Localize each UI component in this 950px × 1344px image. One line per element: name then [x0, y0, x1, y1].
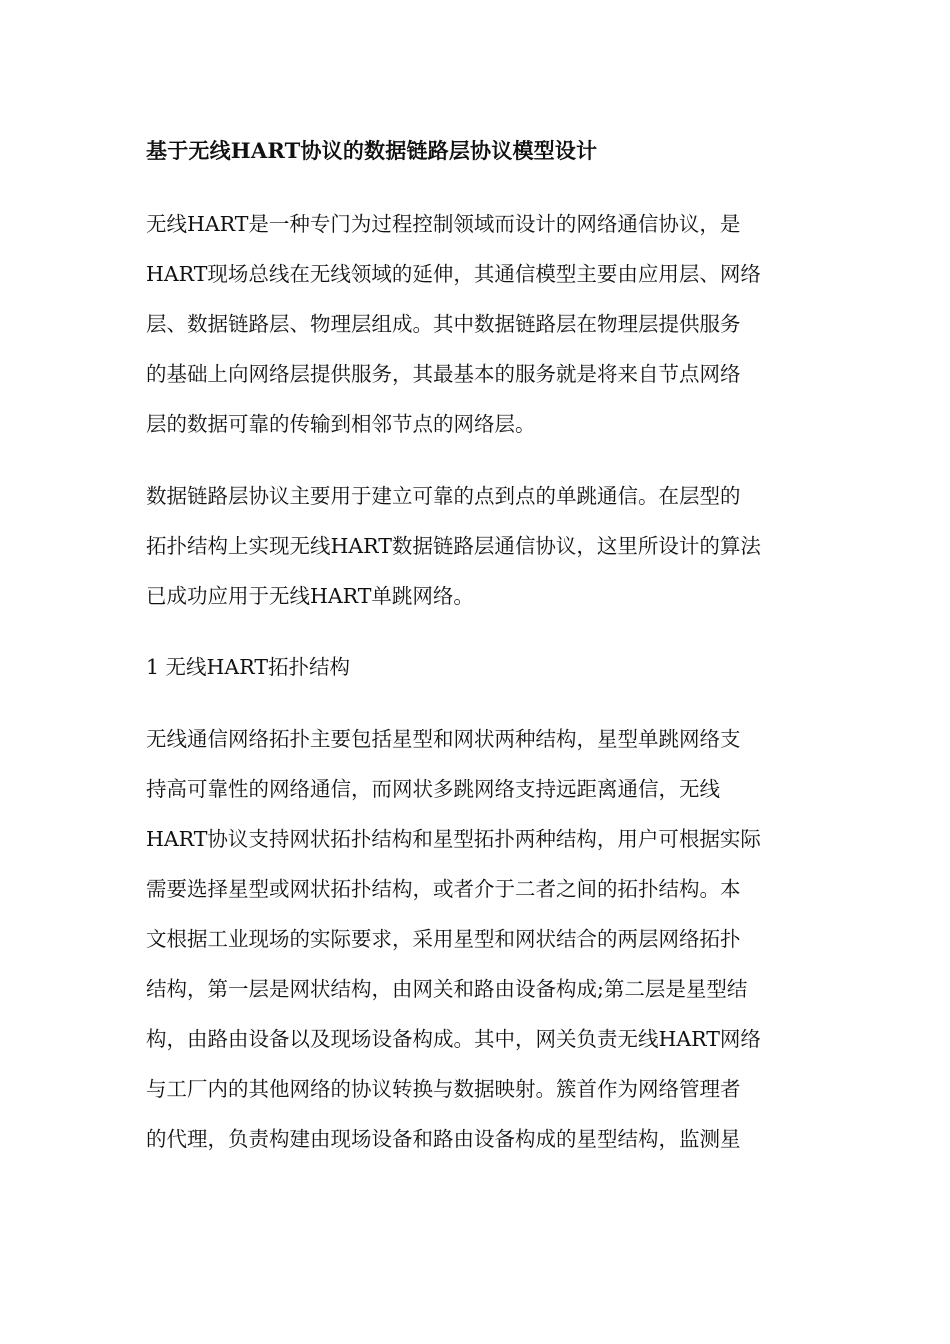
paragraph-line: 数据链路层协议主要用于建立可靠的点到点的单跳通信。在层型的	[146, 484, 741, 508]
section-heading: 1 无线HART拓扑结构	[146, 655, 350, 679]
paragraph-line: 结构，第一层是网状结构，由网关和路由设备构成;第二层是星型结	[146, 977, 748, 1001]
paragraph-line: 无线通信网络拓扑主要包括星型和网状两种结构，星型单跳网络支	[146, 727, 741, 751]
paragraph-line: HART现场总线在无线领域的延伸，其通信模型主要由应用层、网络	[146, 262, 761, 286]
paragraph-line: HART协议支持网状拓扑结构和星型拓扑两种结构，用户可根据实际	[146, 827, 761, 851]
document-title: 基于无线HART协议的数据链路层协议模型设计	[146, 138, 598, 163]
paragraph-line: 构，由路由设备以及现场设备构成。其中，网关负责无线HART网络	[146, 1027, 761, 1051]
paragraph-line: 需要选择星型或网状拓扑结构，或者介于二者之间的拓扑结构。本	[146, 877, 741, 901]
paragraph-line: 已成功应用于无线HART单跳网络。	[146, 584, 474, 608]
paragraph-line: 层的数据可靠的传输到相邻节点的网络层。	[146, 412, 536, 436]
paragraph-line: 层、数据链路层、物理层组成。其中数据链路层在物理层提供服务	[146, 312, 741, 336]
paragraph-line: 无线HART是一种专门为过程控制领域而设计的网络通信协议，是	[146, 212, 741, 236]
paragraph-line: 的基础上向网络层提供服务，其最基本的服务就是将来自节点网络	[146, 362, 741, 386]
paragraph-line: 拓扑结构上实现无线HART数据链路层通信协议，这里所设计的算法	[146, 534, 761, 558]
paragraph-line: 文根据工业现场的实际要求，采用星型和网状结合的两层网络拓扑	[146, 927, 741, 951]
paragraph-line: 的代理，负责构建由现场设备和路由设备构成的星型结构，监测星	[146, 1127, 741, 1151]
paragraph-line: 持高可靠性的网络通信，而网状多跳网络支持远距离通信，无线	[146, 777, 720, 801]
paragraph-line: 与工厂内的其他网络的协议转换与数据映射。簇首作为网络管理者	[146, 1077, 741, 1101]
